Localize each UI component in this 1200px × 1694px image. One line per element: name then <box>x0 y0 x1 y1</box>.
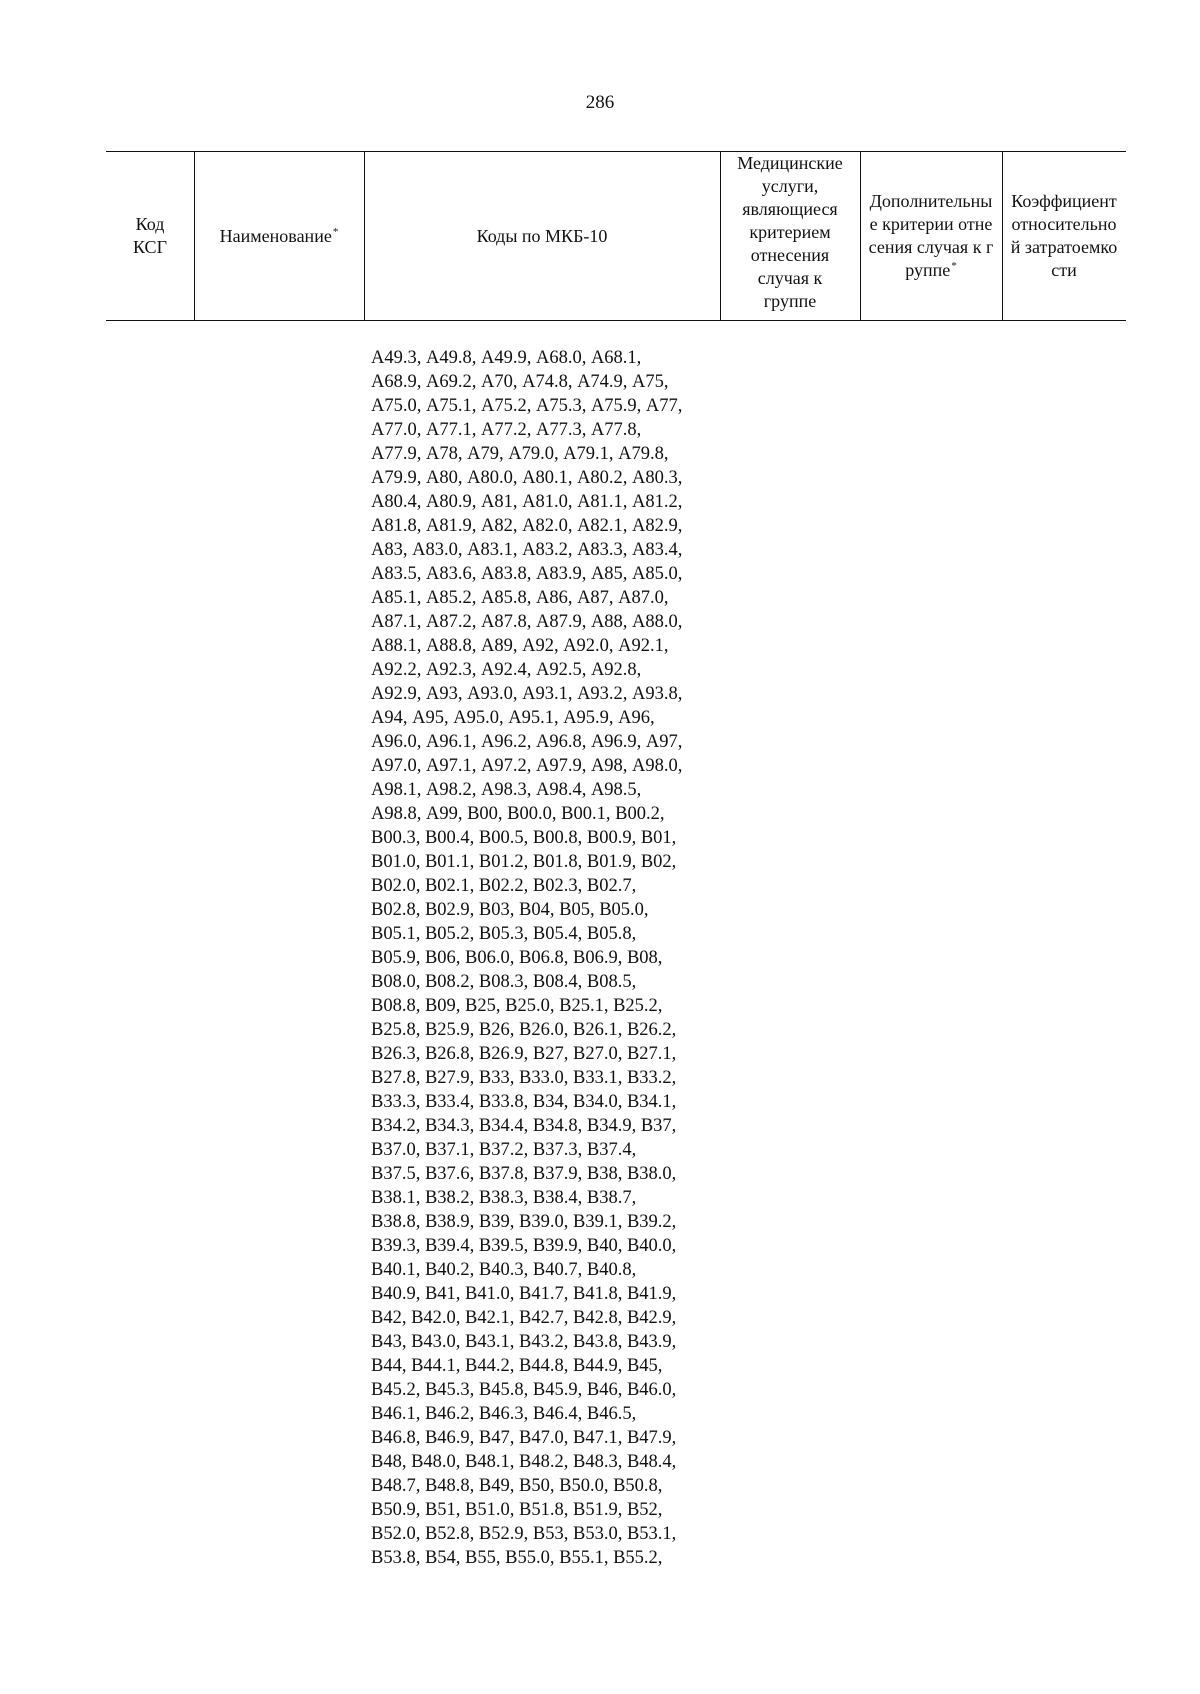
icd10-code-line: А98.1, А98.2, А98.3, А98.4, А98.5, <box>371 780 642 800</box>
header-naimenovanie <box>194 152 364 320</box>
page-number: 286 <box>585 92 615 113</box>
icd10-code-line: В08.0, В08.2, В08.3, В08.4, В08.5, <box>371 972 637 992</box>
icd10-code-line: А96.0, А96.1, А96.2, А96.8, А96.9, А97, <box>371 732 683 752</box>
icd10-code-line: А75.0, А75.1, А75.2, А75.3, А75.9, А77, <box>371 396 683 416</box>
icd10-code-line: В50.9, В51, В51.0, В51.8, В51.9, В52, <box>371 1500 663 1520</box>
header-med-uslugi <box>720 152 860 320</box>
icd10-code-line: А85.1, А85.2, А85.8, А86, А87, А87.0, <box>371 588 669 608</box>
header-koefficient-text: Коэффициент относительной затратоемкости <box>1010 191 1118 280</box>
icd10-code-line: В08.8, В09, В25, В25.0, В25.1, В25.2, <box>371 996 663 1016</box>
icd10-code-line: В37.5, В37.6, В37.8, В37.9, В38, В38.0, <box>371 1164 677 1184</box>
header-med-uslugi-text: Медицинские услуги, являющиеся критерием отнесения случая к группе <box>737 153 843 311</box>
icd10-code-line: В27.8, В27.9, В33, В33.0, В33.1, В33.2, <box>371 1068 677 1088</box>
icd10-code-line: В26.3, В26.8, В26.9, В27, В27.0, В27.1, <box>371 1044 677 1064</box>
header-koefficient <box>1002 152 1126 320</box>
header-dop-kriterii-text: Дополнительные критерии отнесения случая к группе <box>868 191 994 280</box>
icd10-code-line: В37.0, В37.1, В37.2, В37.3, В37.4, <box>371 1140 637 1160</box>
icd10-code-line: А98.8, А99, В00, В00.0, В00.1, В00.2, <box>371 804 665 824</box>
icd10-code-line: А92.9, А93, А93.0, А93.1, А93.2, А93.8, <box>371 684 683 704</box>
icd10-code-line: В39.3, В39.4, В39.5, В39.9, В40, В40.0, <box>371 1236 677 1256</box>
icd10-code-line: А88.1, А88.8, А89, А92, А92.0, А92.1, <box>371 636 669 656</box>
footnote-marker: * <box>332 225 339 238</box>
header-kody-mkb-text: Коды по МКБ-10 <box>476 225 608 246</box>
icd10-code-line: В46.8, В46.9, В47, В47.0, В47.1, В47.9, <box>371 1428 677 1448</box>
icd10-codes-cell <box>371 346 731 1570</box>
icd10-code-line: В05.1, В05.2, В05.3, В05.4, В05.8, <box>371 924 637 944</box>
header-naimenovanie-text: Наименование <box>219 225 332 246</box>
icd10-code-line: В05.9, В06, В06.0, В06.8, В06.9, В08, <box>371 948 663 968</box>
icd10-code-line: А83.5, А83.6, А83.8, А83.9, А85, А85.0, <box>371 564 683 584</box>
icd10-code-line: В48.7, В48.8, В49, В50, В50.0, В50.8, <box>371 1476 663 1496</box>
header-kody-mkb <box>364 152 720 320</box>
icd10-code-line: В42, В42.0, В42.1, В42.7, В42.8, В42.9, <box>371 1308 677 1328</box>
icd10-code-line: В52.0, В52.8, В52.9, В53, В53.0, В53.1, <box>371 1524 677 1544</box>
icd10-code-line: В02.0, В02.1, В02.2, В02.3, В02.7, <box>371 876 637 896</box>
header-kod-ksg-text: Код КСГ <box>133 214 167 257</box>
table-header <box>106 151 1126 321</box>
icd10-code-line: В00.3, В00.4, В00.5, В00.8, В00.9, В01, <box>371 828 677 848</box>
icd10-code-line: В53.8, В54, В55, В55.0, В55.1, В55.2, <box>371 1548 663 1568</box>
icd10-code-line: А49.3, А49.8, А49.9, А68.0, А68.1, <box>371 348 642 368</box>
icd10-code-line: В02.8, В02.9, В03, В04, В05, В05.0, <box>371 900 649 920</box>
icd10-code-line: А68.9, А69.2, А70, А74.8, А74.9, А75, <box>371 372 669 392</box>
icd10-code-line: В43, В43.0, В43.1, В43.2, В43.8, В43.9, <box>371 1332 677 1352</box>
header-kod-ksg <box>106 152 194 320</box>
icd10-code-line: А94, А95, А95.0, А95.1, А95.9, А96, <box>371 708 655 728</box>
icd10-code-line: А83, А83.0, А83.1, А83.2, А83.3, А83.4, <box>371 540 683 560</box>
icd10-code-line: В38.8, В38.9, В39, В39.0, В39.1, В39.2, <box>371 1212 677 1232</box>
icd10-code-line: В44, В44.1, В44.2, В44.8, В44.9, В45, <box>371 1356 663 1376</box>
icd10-code-line: В01.0, В01.1, В01.2, В01.8, В01.9, В02, <box>371 852 677 872</box>
icd10-code-line: В40.9, В41, В41.0, В41.7, В41.8, В41.9, <box>371 1284 677 1304</box>
icd10-code-line: А92.2, А92.3, А92.4, А92.5, А92.8, <box>371 660 642 680</box>
icd10-code-line: В48, В48.0, В48.1, В48.2, В48.3, В48.4, <box>371 1452 677 1472</box>
icd10-code-line: В33.3, В33.4, В33.8, В34, В34.0, В34.1, <box>371 1092 677 1112</box>
icd10-code-line: В40.1, В40.2, В40.3, В40.7, В40.8, <box>371 1260 637 1280</box>
icd10-code-line: А81.8, А81.9, А82, А82.0, А82.1, А82.9, <box>371 516 683 536</box>
icd10-code-line: В34.2, В34.3, В34.4, В34.8, В34.9, В37, <box>371 1116 677 1136</box>
icd10-code-line: В45.2, В45.3, В45.8, В45.9, В46, В46.0, <box>371 1380 677 1400</box>
icd10-code-line: А77.9, А78, А79, А79.0, А79.1, А79.8, <box>371 444 669 464</box>
icd10-code-line: А79.9, А80, А80.0, А80.1, А80.2, А80.3, <box>371 468 683 488</box>
icd10-code-line: А80.4, А80.9, А81, А81.0, А81.1, А81.2, <box>371 492 683 512</box>
icd10-code-line: А87.1, А87.2, А87.8, А87.9, А88, А88.0, <box>371 612 683 632</box>
icd10-code-line: В46.1, В46.2, В46.3, В46.4, В46.5, <box>371 1404 637 1424</box>
icd10-code-line: В38.1, В38.2, В38.3, В38.4, В38.7, <box>371 1188 637 1208</box>
footnote-marker: * <box>951 260 957 272</box>
icd10-code-line: В25.8, В25.9, В26, В26.0, В26.1, В26.2, <box>371 1020 677 1040</box>
header-dop-kriterii <box>860 152 1002 320</box>
icd10-code-line: А97.0, А97.1, А97.2, А97.9, А98, А98.0, <box>371 756 683 776</box>
icd10-code-line: А77.0, А77.1, А77.2, А77.3, А77.8, <box>371 420 642 440</box>
